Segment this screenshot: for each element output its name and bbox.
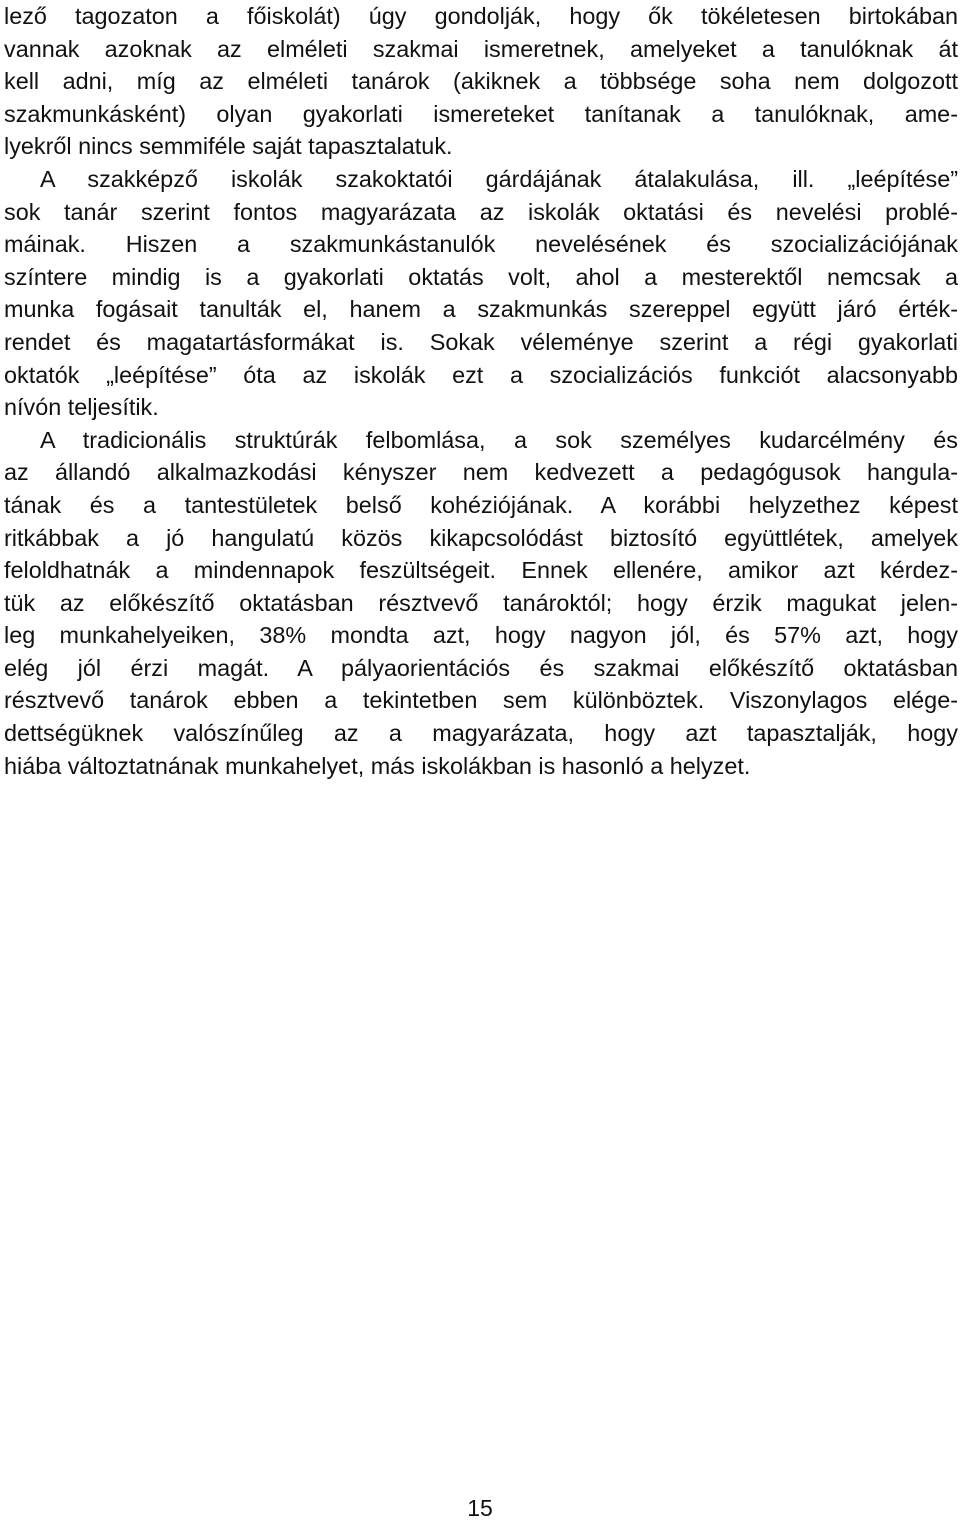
text-line: lyekről nincs semmiféle saját tapasztalatuk. (4, 133, 453, 160)
text-line: munka fogásait tanulták el, hanem a szakmunkás szereppel együtt járó érték- (4, 296, 958, 323)
text-line: résztvevő tanárok ebben a tekintetben sem különböztek. Viszonylagos elége- (4, 687, 958, 714)
text-line: máinak. Hiszen a szakmunkástanulók nevelésének és szocializációjának (4, 231, 958, 258)
text-line: feloldhatnák a mindennapok feszültségeit. Ennek ellenére, amikor azt kérdez- (4, 557, 958, 584)
body-text (4, 0, 958, 782)
text-line: A szakképző iskolák szakoktatói gárdájának átalakulása, ill. „leépítése” (40, 165, 958, 192)
text-line: kell adni, míg az elméleti tanárok (akiknek a többsége soha nem dolgozott (4, 68, 958, 95)
text-line: tának és a tantestületek belső kohéziójának. A korábbi helyzethez képest (4, 491, 958, 518)
text-line: nívón teljesítik. (4, 394, 159, 421)
text-line: sok tanár szerint fontos magyarázata az iskolák oktatási és nevelési problé- (4, 198, 958, 225)
text-line: hiába változtatnának munkahelyet, más iskolákban is hasonló a helyzet. (4, 752, 751, 779)
text-line: dettségüknek valószínűleg az a magyarázata, hogy azt tapasztalják, hogy (4, 720, 958, 747)
text-line: tük az előkészítő oktatásban résztvevő tanároktól; hogy érzik magukat jelen- (4, 589, 958, 616)
text-line: vannak azoknak az elméleti szakmai ismeretnek, amelyeket a tanulóknak át (4, 35, 958, 62)
text-line: szakmunkásként) olyan gyakorlati ismereteket tanítanak a tanulóknak, ame- (4, 100, 958, 127)
text-line: A tradicionális struktúrák felbomlása, a sok személyes kudarcélmény és (40, 426, 958, 453)
text-line: színtere mindig is a gyakorlati oktatás volt, ahol a mesterektől nemcsak a (4, 263, 958, 290)
page-number: 15 (467, 1495, 493, 1521)
document-page (4, 0, 958, 782)
text-line: rendet és magatartásformákat is. Sokak véleménye szerint a régi gyakorlati (4, 328, 958, 355)
text-line: leg munkahelyeiken, 38% mondta azt, hogy nagyon jól, és 57% azt, hogy (4, 622, 958, 649)
text-line: az állandó alkalmazkodási kényszer nem kedvezett a pedagógusok hangula- (4, 459, 958, 486)
text-line: lező tagozaton a főiskolát) úgy gondolják, hogy ők tökéletesen birtokában (4, 3, 958, 29)
text-line: ritkábbak a jó hangulatú közös kikapcsolódást biztosító együttlétek, amelyek (4, 524, 958, 551)
text-line: oktatók „leépítése” óta az iskolák ezt a szocializációs funkciót alacsonyabb (4, 361, 958, 388)
text-line: elég jól érzi magát. A pályaorientációs és szakmai előkészítő oktatásban (4, 654, 958, 681)
